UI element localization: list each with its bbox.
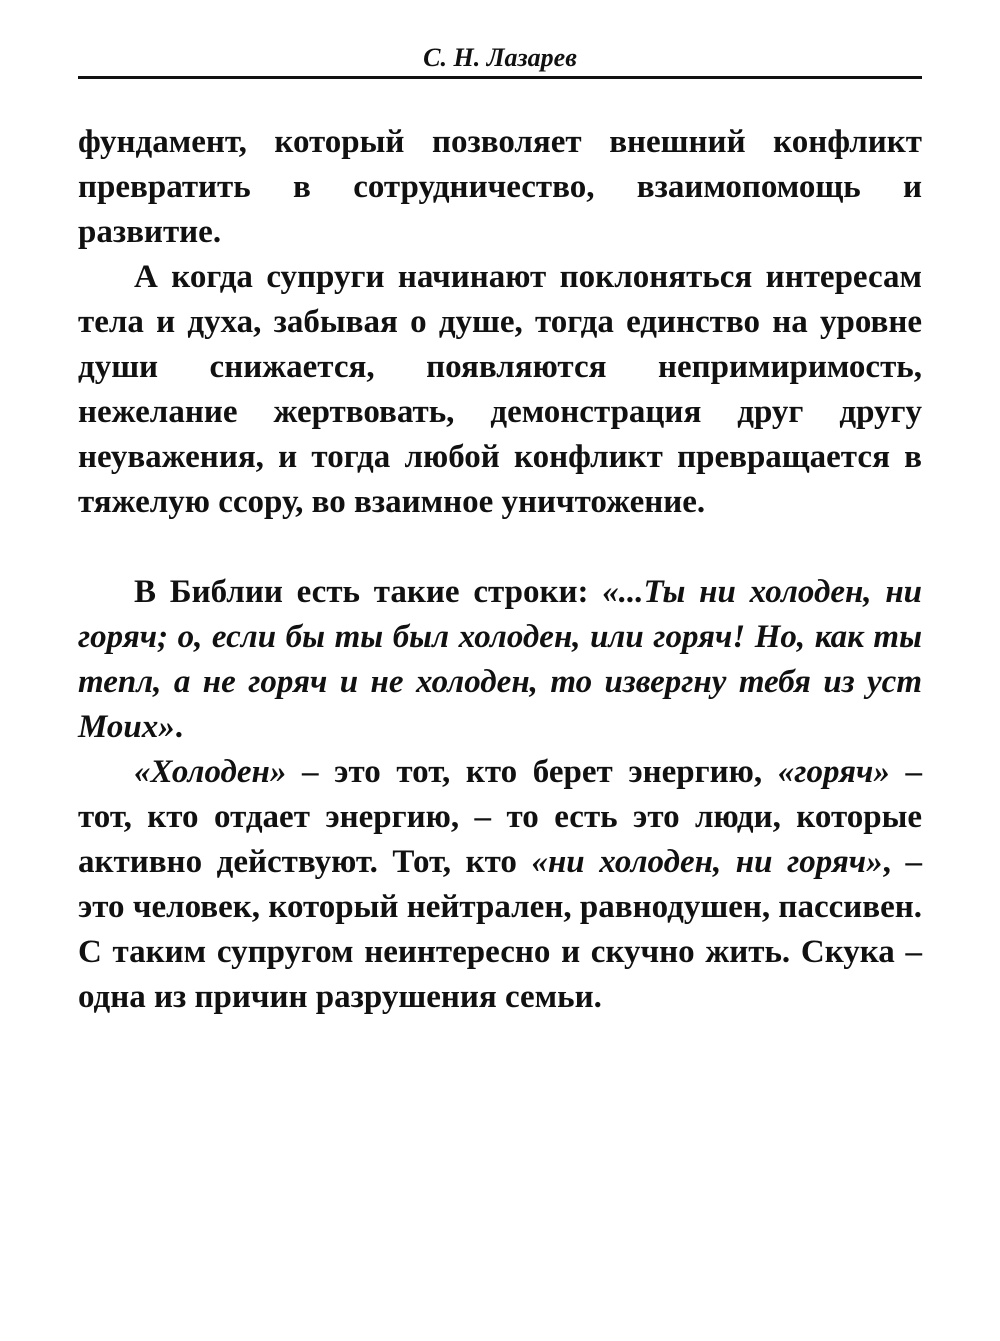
bible-tail: . [174, 709, 183, 745]
paragraph-cold-hot [78, 750, 922, 1020]
bible-quote: «...Ты ни холоден, ни горяч; о, если бы ты был холоден, или горяч! Но, как ты тепл, а не горяч и не холоден, то извергну тебя из уст Моих» [78, 574, 922, 745]
paragraph-bible [78, 570, 922, 750]
running-header-author: С. Н. Лазарев [423, 43, 577, 72]
text-cold: – это тот, кто берет энергию, [286, 754, 778, 790]
body-text [78, 120, 922, 1020]
quote-hot: «горяч» [777, 754, 890, 790]
paragraph-continuation: фундамент, который позволяет внешний конфликт превратить в сотрудничество, взаимопомощь и развитие. [78, 124, 922, 250]
quote-neither: «ни холоден, ни горяч» [531, 844, 883, 880]
text-hot: – тот, кто отдает энергию, – то есть это люди, которые активно действуют. Тот, кто [78, 754, 922, 880]
bible-lead-text: В Библии есть такие строки: [134, 574, 603, 610]
quote-cold: «Холоден» [134, 754, 287, 790]
header-rule [78, 76, 922, 79]
paragraph-spouses: А когда супруги начинают поклоняться интересам тела и духа, забывая о душе, тогда единство на уровне души снижается, появляются непримиримость, нежелание жертвовать, демонстрация друг другу неуважения, и тогда любой конфликт превращается в тяжелую ссору, во взаимное уничтожение. [78, 259, 922, 520]
text-neither: , – это человек, который нейтрален, равнодушен, пассивен. С таким супругом неинтересно и скучно жить. Скука – одна из причин разрушения семьи. [78, 844, 922, 1015]
